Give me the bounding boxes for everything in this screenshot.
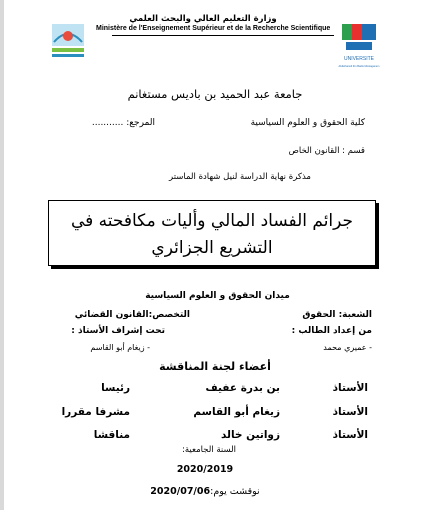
committee-member-role: مناقشا [93, 429, 130, 441]
student-label: من إعداد الطالب : [291, 326, 372, 336]
header-divider [112, 35, 334, 36]
committee-member-role: مشرفا مقررا [61, 406, 130, 418]
department: قسم : القانون الخاص [288, 146, 365, 156]
ministry-arabic: وزارة التعليم العالي والبحث العلمي [129, 14, 277, 24]
committee-member-name: بن بدرة عفيف [205, 382, 280, 394]
committee-member-title: الأستاذ [332, 382, 368, 394]
committee-title: أعضاء لجنة المناقشة [159, 360, 271, 373]
academic-year-label: السنة الجامعية: [181, 445, 237, 455]
branch: الشعبة: الحقوق [302, 310, 372, 320]
committee-member-title: الأستاذ [332, 429, 368, 441]
university-logo [338, 20, 380, 75]
defense-date: 2020/07/06 [150, 486, 211, 497]
specialization: التخصص:القانون القضائي [74, 310, 190, 320]
student-name: - عميري محمد [323, 343, 372, 352]
committee-member-title: الأستاذ [332, 406, 368, 418]
university-name: جامعة عبد الحميد بن باديس مستغانم [127, 87, 303, 101]
thesis-title-line2: التشريع الجزائري [151, 238, 273, 258]
defense-date-line [130, 486, 280, 497]
faculty-name: كلية الحقوق و العلوم السياسية [250, 118, 365, 128]
supervisor-label: تحت إشراف الأستاذ : [71, 326, 165, 336]
logo-univ-text: UNIVERSITE [343, 56, 375, 62]
field-of-study: ميدان الحقوق و العلوم السياسية [145, 291, 290, 301]
committee-member-name: زيغام أبو القاسم [193, 406, 280, 418]
ministry-french: Ministère de l'Enseignement Supérieur et de la Recherche Scientifique [96, 25, 331, 32]
committee-member-role: رئيسا [101, 382, 130, 394]
academic-year: 2020/2019 [176, 464, 234, 475]
memoir-type: مذكرة نهاية الدراسة لنيل شهادة الماستر [169, 172, 311, 182]
thesis-title-line1: جرائم الفساد المالي وأليات مكافحته في [70, 211, 354, 231]
ministry-logo [50, 22, 86, 62]
supervisor-name: - زيغام أبو القاسم [90, 343, 150, 352]
reference-number: المرجع: ........... [91, 118, 155, 128]
defense-label: نوقشت يوم: [210, 486, 260, 497]
committee-member-name: زواتين خالد [220, 429, 280, 441]
page-edge [0, 0, 4, 510]
logo-univ-subtext: Abdelhamid Ibn Badis Mostaganem [338, 65, 380, 68]
